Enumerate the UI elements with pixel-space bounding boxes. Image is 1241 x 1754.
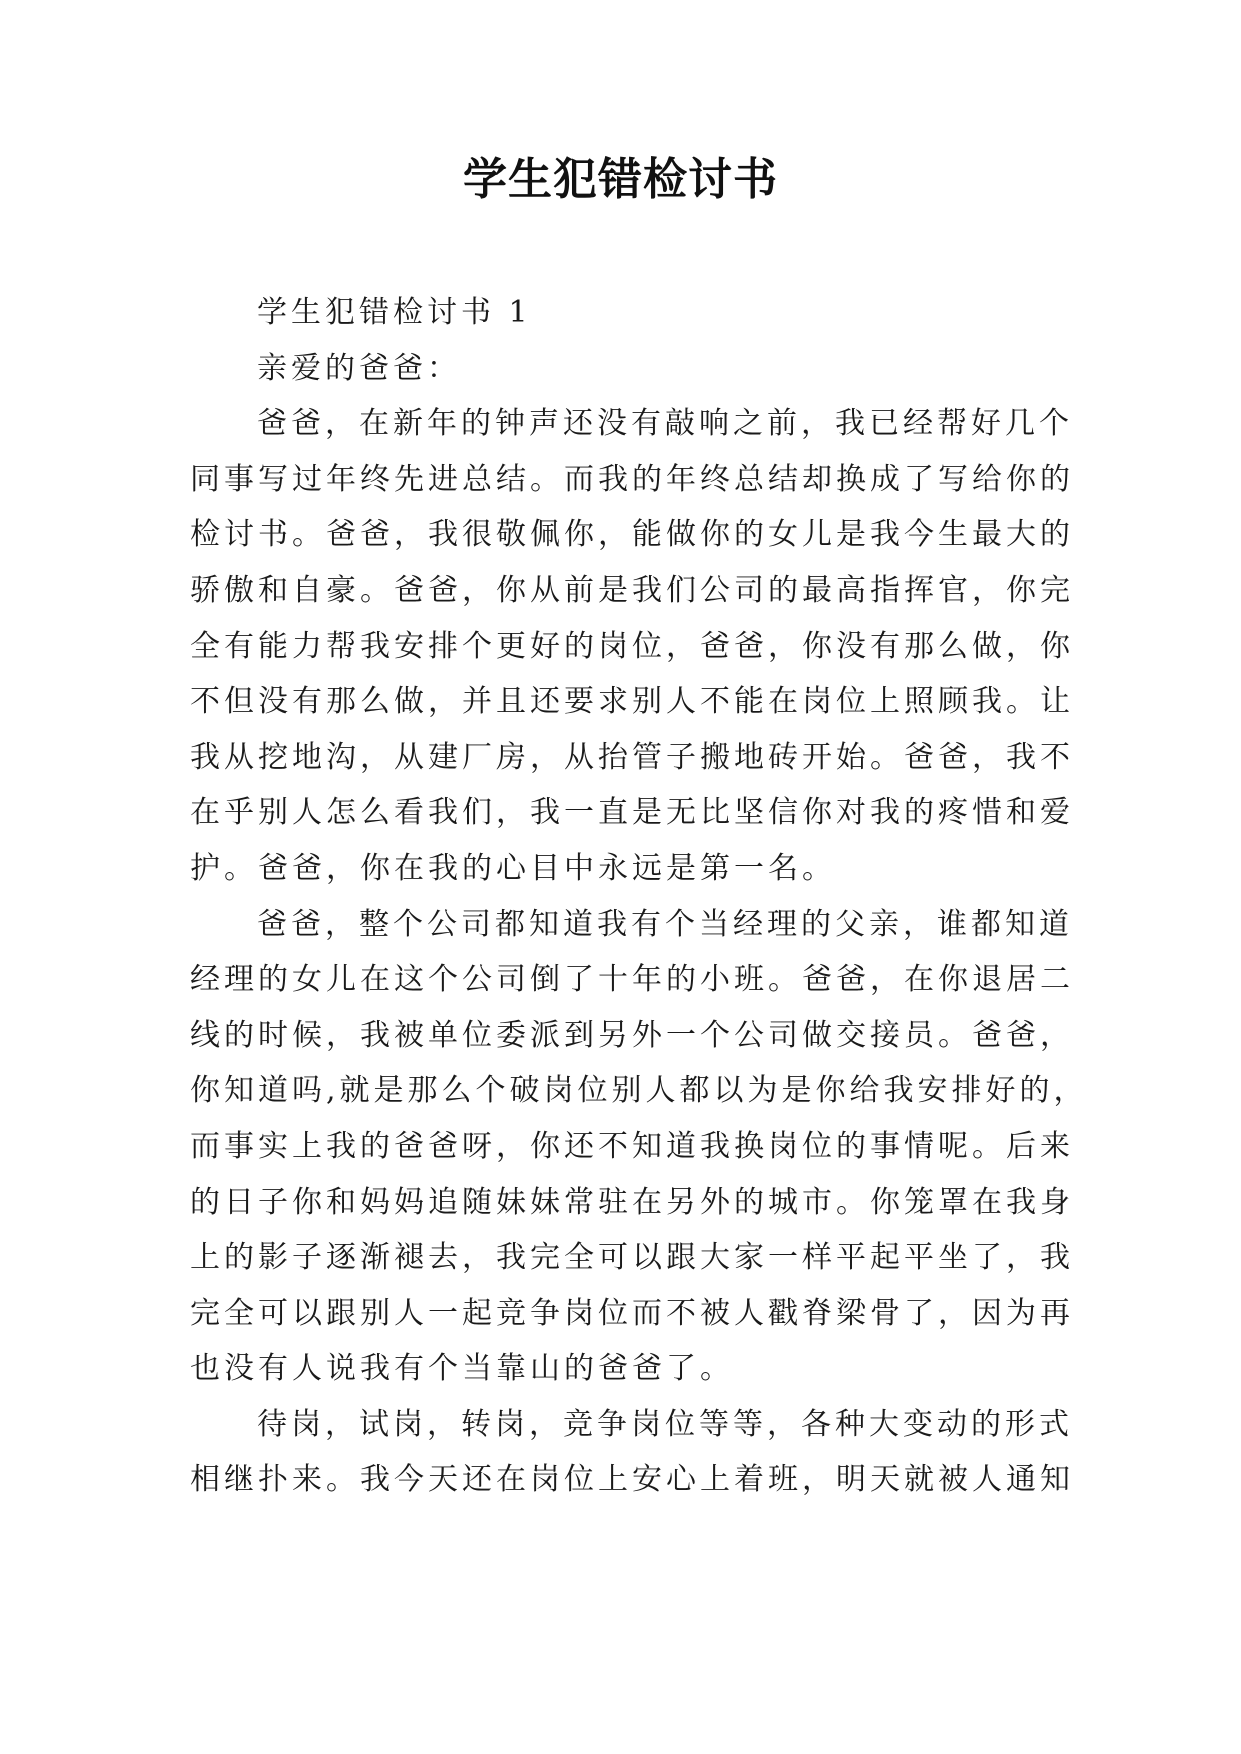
paragraph-line: 爸爸，整个公司都知道我有个当经理的父亲，谁都知道 xyxy=(257,906,1073,942)
paragraph-line: 检讨书。爸爸，我很敬佩你，能做你的女儿是我今生最大的 xyxy=(190,517,1074,553)
paragraph-line: 全有能力帮我安排个更好的岗位，爸爸，你没有那么做，你 xyxy=(190,628,1074,664)
paragraph-line: 相继扑来。我今天还在岗位上安心上着班，明天就被人通知 xyxy=(190,1462,1074,1498)
paragraph-line: 不但没有那么做，并且还要求别人不能在岗位上照顾我。让 xyxy=(190,684,1074,720)
paragraph-line: 你知道吗,就是那么个破岗位别人都以为是你给我安排好的， xyxy=(190,1073,1088,1109)
paragraph-line: 线的时候，我被单位委派到另外一个公司做交接员。爸爸， xyxy=(190,1017,1074,1053)
document-body xyxy=(190,285,1088,1508)
document-title: 学生犯错检讨书 xyxy=(463,154,778,205)
paragraph-line: 我从挖地沟，从建厂房，从抬管子搬地砖开始。爸爸，我不 xyxy=(190,739,1074,775)
paragraph-line: 上的影子逐渐褪去，我完全可以跟大家一样平起平坐了，我 xyxy=(190,1240,1074,1276)
salutation: 亲爱的爸爸： xyxy=(257,350,461,386)
paragraph-line: 爸爸，在新年的钟声还没有敲响之前，我已经帮好几个 xyxy=(257,406,1073,442)
paragraph-line: 也没有人说我有个当靠山的爸爸了。 xyxy=(190,1351,734,1387)
section-heading: 学生犯错检讨书 1 xyxy=(257,295,532,330)
paragraph-line: 的日子你和妈妈追随妹妹常驻在另外的城市。你笼罩在我身 xyxy=(190,1184,1074,1220)
paragraph-line: 待岗，试岗，转岗，竞争岗位等等，各种大变动的形式 xyxy=(257,1406,1073,1442)
paragraph-line: 同事写过年终先进总结。而我的年终总结却换成了写给你的 xyxy=(190,461,1074,497)
paragraph-line: 在乎别人怎么看我们，我一直是无比坚信你对我的疼惜和爱 xyxy=(190,795,1074,831)
paragraph-line: 完全可以跟别人一起竞争岗位而不被人戳脊梁骨了，因为再 xyxy=(190,1295,1074,1331)
paragraph-line: 骄傲和自豪。爸爸，你从前是我们公司的最高指挥官，你完 xyxy=(190,572,1074,608)
paragraph-line: 经理的女儿在这个公司倒了十年的小班。爸爸，在你退居二 xyxy=(190,962,1074,998)
paragraph-line: 而事实上我的爸爸呀，你还不知道我换岗位的事情呢。后来 xyxy=(190,1128,1074,1164)
paragraph-line: 护。爸爸，你在我的心目中永远是第一名。 xyxy=(190,850,836,886)
